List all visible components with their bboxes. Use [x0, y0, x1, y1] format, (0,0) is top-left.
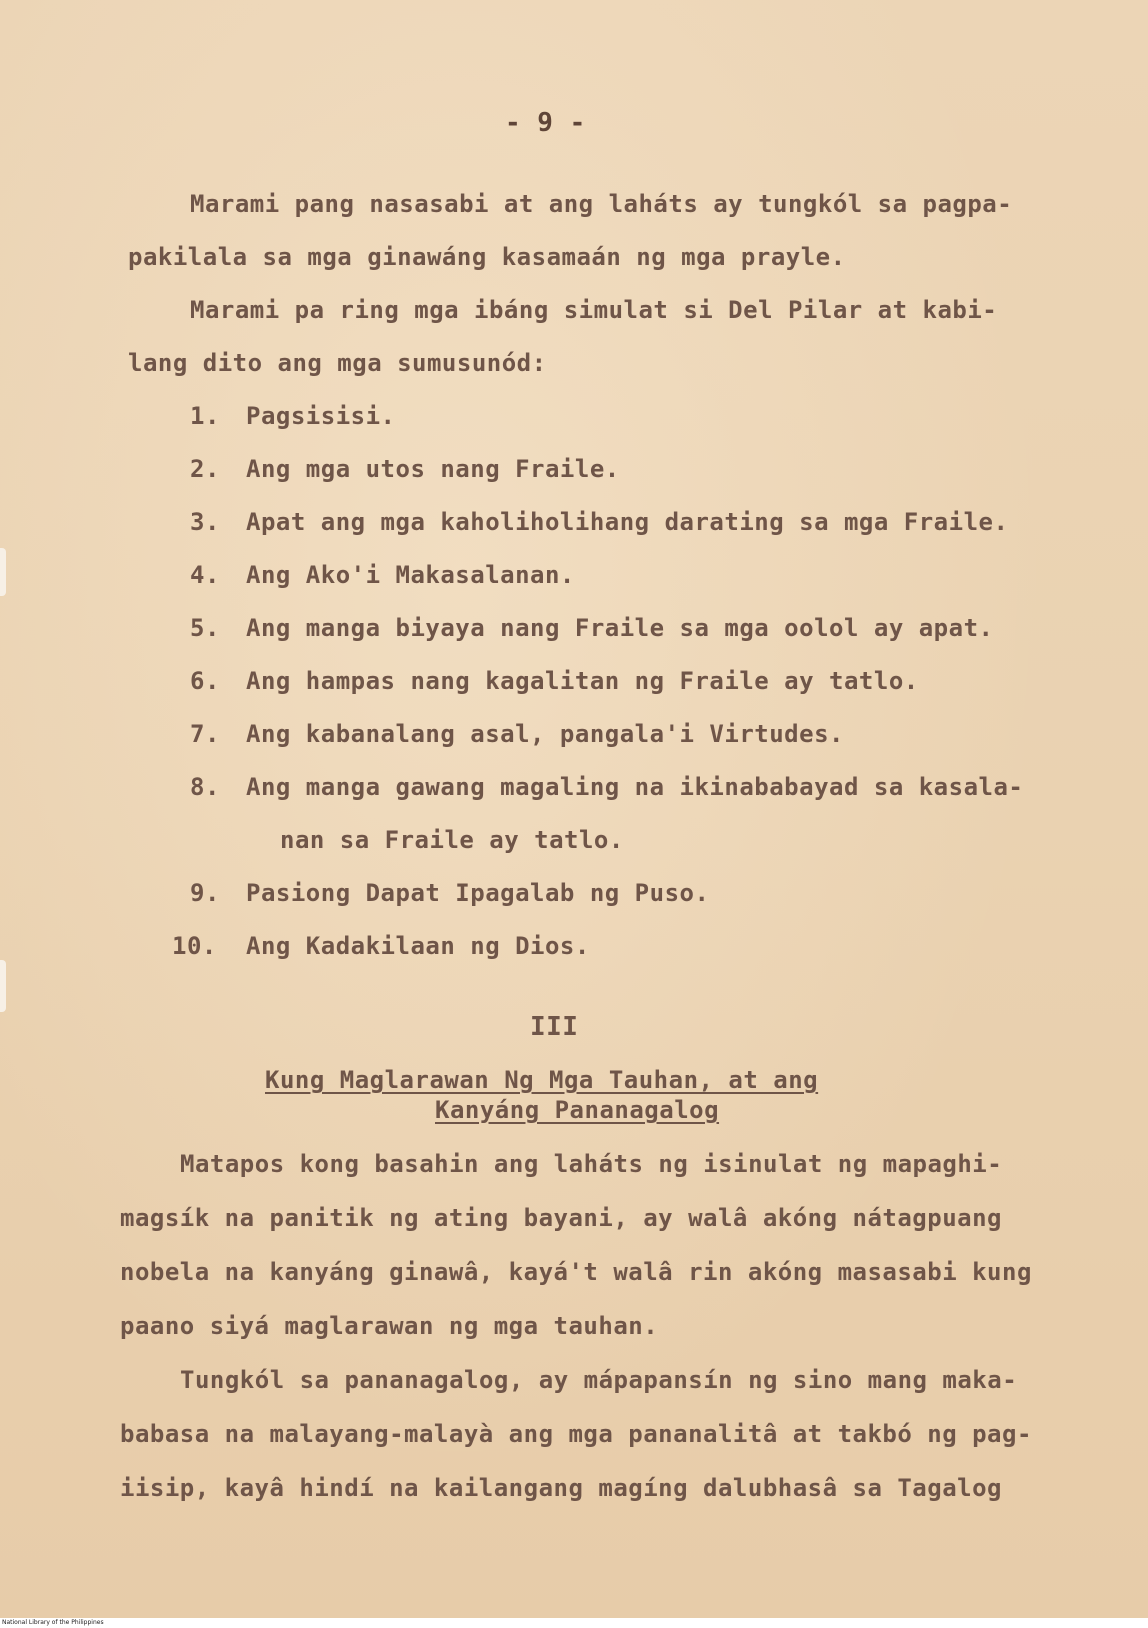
list-item: [190, 667, 919, 695]
list-text: Ang manga gawang magaling na ikinababayad sa kasala-: [246, 773, 1024, 801]
list-number: 7.: [190, 720, 220, 748]
paragraph-line: iisip, kayâ hindí na kailangang magíng dalubhasâ sa Tagalog: [120, 1474, 1003, 1502]
page-edge-mark: [0, 960, 6, 1012]
list-item: [172, 932, 590, 960]
page-edge-mark: [0, 548, 6, 596]
list-item: [190, 402, 396, 430]
list-number: 9.: [190, 879, 220, 907]
list-text: Ang Ako'i Makasalanan.: [246, 561, 575, 589]
list-text: Ang hampas nang kagalitan ng Fraile ay tatlo.: [246, 667, 919, 695]
list-number: 6.: [190, 667, 220, 695]
list-item-continuation: nan sa Fraile ay tatlo.: [280, 826, 624, 854]
list-number: 4.: [190, 561, 220, 589]
list-number: 2.: [190, 455, 220, 483]
list-item: [190, 508, 1008, 536]
list-number: 10.: [172, 932, 217, 960]
paragraph-line: Tungkól sa pananagalog, ay mápapansín ng sino mang maka-: [180, 1366, 1018, 1394]
list-item: [190, 614, 993, 642]
footer-credit: National Library of the Philippines: [0, 1618, 1148, 1628]
list-text: Apat ang mga kaholiholihang darating sa mga Fraile.: [246, 508, 1009, 536]
list-item: [190, 455, 620, 483]
list-number: 1.: [190, 402, 220, 430]
section-title-line-1: Kung Maglarawan Ng Mga Tauhan, at ang: [265, 1066, 819, 1094]
list-text: Ang manga biyaya nang Fraile sa mga oolol ay apat.: [246, 614, 994, 642]
list-text: Ang Kadakilaan ng Dios.: [246, 932, 590, 960]
paragraph-line: Matapos kong basahin ang laháts ng isinulat ng mapaghi-: [180, 1150, 1003, 1178]
paragraph-line: magsík na panitik ng ating bayani, ay walâ akóng nátagpuang: [120, 1204, 1003, 1232]
list-item: [190, 773, 1023, 801]
page-number: - 9 -: [505, 108, 586, 138]
list-text: Ang mga utos nang Fraile.: [246, 455, 620, 483]
paragraph-line: lang dito ang mga sumusunód:: [128, 349, 547, 377]
list-number: 3.: [190, 508, 220, 536]
paragraph-line: pakilala sa mga ginawáng kasamaán ng mga prayle.: [128, 243, 846, 271]
list-item: [190, 561, 575, 589]
paragraph-line: Marami pa ring mga ibáng simulat si Del Pilar at kabi-: [190, 296, 998, 324]
section-title-line-2: Kanyáng Pananagalog: [435, 1096, 720, 1124]
paragraph-line: babasa na malayang-malayà ang mga pananalitâ at takbó ng pag-: [120, 1420, 1032, 1448]
list-item: [190, 879, 709, 907]
list-text: Ang kabanalang asal, pangala'i Virtudes.: [246, 720, 844, 748]
paragraph-line: nobela na kanyáng ginawâ, kayá't walâ rin akóng masasabi kung: [120, 1258, 1032, 1286]
list-number: 5.: [190, 614, 220, 642]
section-number: III: [530, 1012, 579, 1042]
list-item: [190, 720, 844, 748]
list-text: Pasiong Dapat Ipagalab ng Puso.: [246, 879, 710, 907]
paragraph-line: Marami pang nasasabi at ang laháts ay tungkól sa pagpa-: [190, 190, 1013, 218]
list-number: 8.: [190, 773, 220, 801]
paragraph-line: paano siyá maglarawan ng mga tauhan.: [120, 1312, 659, 1340]
list-text: Pagsisisi.: [246, 402, 396, 430]
